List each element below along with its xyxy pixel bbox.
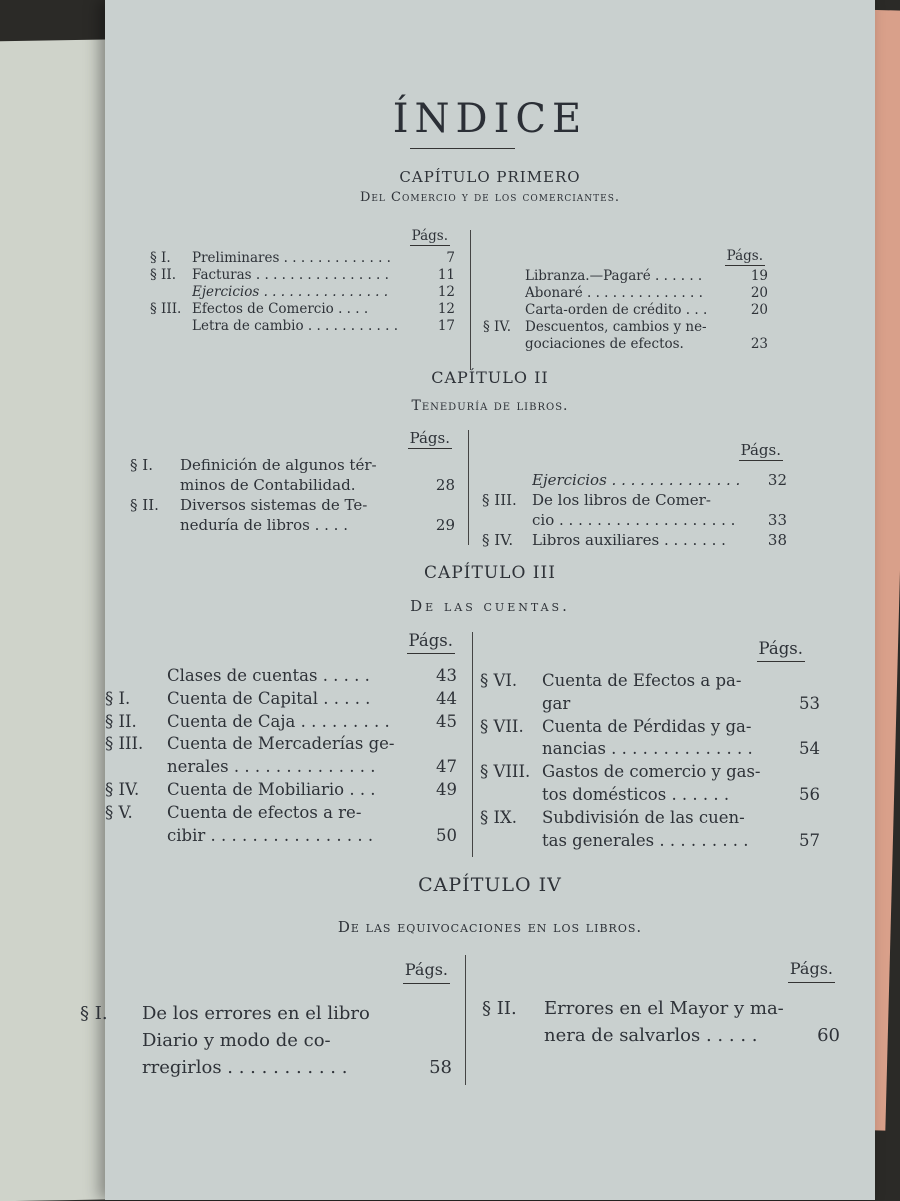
toc-entry xyxy=(482,530,787,550)
toc-entry xyxy=(483,285,768,302)
page-number: 12 xyxy=(437,301,455,317)
chapter-1-left-pags-header: Págs. xyxy=(411,228,448,244)
entry-title: Clases de cuentas . . . . . xyxy=(167,666,370,685)
toc-entry xyxy=(130,515,455,535)
toc-entry xyxy=(105,825,457,848)
page-number: 19 xyxy=(750,268,768,284)
page-number: 44 xyxy=(436,688,457,708)
toc-entry xyxy=(483,302,768,319)
entry-title: Cuenta de efectos a re- xyxy=(167,802,362,822)
toc-entry xyxy=(130,495,455,515)
chapter-2-heading: CAPÍTULO II xyxy=(431,368,549,387)
toc-entry xyxy=(80,1054,452,1081)
page-number: 28 xyxy=(435,476,455,494)
section-number: § IV. xyxy=(483,319,512,335)
toc-entry xyxy=(483,268,768,285)
page-number: 47 xyxy=(436,757,457,777)
chapter-4-right-column xyxy=(482,995,840,1049)
page-number: 56 xyxy=(799,784,820,804)
toc-entry xyxy=(130,455,455,475)
entry-title: Facturas . . . . . . . . . . . . . . . . xyxy=(192,267,389,283)
chapter-3-left-pags-header: Págs. xyxy=(315,630,455,654)
entry-title: Cuenta de Capital . . . . . xyxy=(167,688,371,708)
chapter-1-subtitle: Del Comercio y de los comerciantes. xyxy=(359,190,621,205)
toc-entry xyxy=(80,1000,452,1027)
toc-entry xyxy=(150,301,455,318)
entry-title: Letra de cambio . . . . . . . . . . . xyxy=(192,318,399,334)
toc-entry xyxy=(480,807,820,830)
section-number: § I. xyxy=(130,456,153,474)
entry-title: Errores en el Mayor y ma- xyxy=(544,998,784,1019)
entry-title: Carta-orden de crédito . . . xyxy=(525,302,708,318)
toc-entry xyxy=(483,336,768,353)
section-number: § V. xyxy=(105,802,133,822)
page-number: 29 xyxy=(435,516,455,534)
entry-title: Libros auxiliares . . . . . . . xyxy=(532,531,726,549)
section-number: § IX. xyxy=(480,807,518,827)
entry-title: Cuenta de Mercaderías ge- xyxy=(167,734,395,754)
entry-title: Cuenta de Mobiliario . . . xyxy=(167,779,376,799)
title-rule xyxy=(410,148,515,149)
entry-title: Descuentos, cambios y ne- xyxy=(525,319,707,335)
chapter-2-left-pags-header: Págs. xyxy=(409,429,450,447)
entry-title: Libranza.—Pagaré . . . . . . xyxy=(525,268,703,284)
page-number: 50 xyxy=(436,825,457,845)
entry-title: nerales . . . . . . . . . . . . . . xyxy=(167,757,376,777)
entry-title: Abonaré . . . . . . . . . . . . . . xyxy=(525,285,703,301)
chapter-1-right-column xyxy=(483,268,768,353)
toc-entry xyxy=(482,470,787,490)
entry-title: neduría de libros . . . . xyxy=(180,516,348,534)
toc-entry xyxy=(480,830,820,853)
entry-title: Subdivisión de las cuen- xyxy=(542,807,745,827)
page-number: 33 xyxy=(767,511,787,529)
section-number: § VI. xyxy=(480,671,518,690)
chapter-3-column-divider xyxy=(472,632,473,857)
entry-title: gociaciones de efectos. xyxy=(525,336,684,352)
entry-title: Preliminares . . . . . . . . . . . . . xyxy=(192,250,391,266)
chapter-3-right-column xyxy=(480,670,820,852)
toc-entry xyxy=(480,784,820,807)
chapter-2-right-pags-header: Págs. xyxy=(740,441,781,459)
toc-entry xyxy=(105,802,457,825)
entry-title: Cuenta de Efectos a pa- xyxy=(542,671,742,690)
toc-entry xyxy=(105,688,457,711)
book-page xyxy=(80,0,875,1200)
toc-entry xyxy=(150,318,455,335)
toc-entry xyxy=(150,250,455,267)
entry-title: rregirlos . . . . . . . . . . . xyxy=(142,1057,348,1078)
entry-title: De los libros de Comer- xyxy=(532,491,711,509)
chapter-2-right-column xyxy=(482,470,787,550)
page-title: ÍNDICE xyxy=(392,96,588,142)
section-number: § I. xyxy=(105,688,131,708)
toc-entry xyxy=(482,510,787,530)
page-number: 43 xyxy=(436,666,457,685)
toc-entry xyxy=(482,1022,840,1049)
section-number: § II. xyxy=(105,711,137,731)
toc-entry xyxy=(480,716,820,739)
page-number: 17 xyxy=(437,318,455,334)
entry-title: Efectos de Comercio . . . . xyxy=(192,301,369,317)
toc-entry xyxy=(150,267,455,284)
section-number: § IV. xyxy=(105,779,140,799)
page-number: 20 xyxy=(750,285,768,301)
entry-title: Cuenta de Pérdidas y ga- xyxy=(542,716,752,736)
toc-entry xyxy=(480,693,820,716)
page-number: 38 xyxy=(767,531,787,549)
entry-title: Gastos de comercio y gas- xyxy=(542,762,761,782)
toc-entry xyxy=(105,711,457,734)
entry-title: De los errores en el libro xyxy=(142,1003,370,1024)
chapter-3-heading: CAPÍTULO III xyxy=(424,563,556,583)
section-number: § VII. xyxy=(480,716,524,736)
page-number: 49 xyxy=(436,779,457,799)
chapter-1-heading: CAPÍTULO PRIMERO xyxy=(399,168,581,186)
page-number: 60 xyxy=(817,1025,840,1046)
page-number: 11 xyxy=(437,267,455,283)
entry-title: Ejercicios . . . . . . . . . . . . . . xyxy=(532,471,741,489)
entry-title: nera de salvarlos . . . . . xyxy=(544,1025,758,1046)
section-number: § II. xyxy=(482,998,517,1019)
entry-title: cio . . . . . . . . . . . . . . . . . . . xyxy=(532,511,736,529)
section-number: § VIII. xyxy=(480,762,531,782)
toc-entry xyxy=(105,756,457,779)
toc-entry xyxy=(150,284,455,301)
toc-entry xyxy=(130,475,455,495)
section-number: § I. xyxy=(150,250,171,266)
toc-entry xyxy=(483,319,768,336)
section-number: § III. xyxy=(105,734,144,754)
chapter-3-left-column xyxy=(105,665,457,847)
section-number: § II. xyxy=(150,267,176,283)
page-number: 12 xyxy=(437,284,455,300)
toc-entry xyxy=(80,1027,452,1054)
toc-entry xyxy=(105,665,457,688)
entry-title: Diversos sistemas de Te- xyxy=(180,496,368,514)
chapter-4-left-pags-header: Págs. xyxy=(325,956,450,984)
chapter-2-subtitle: Teneduría de libros. xyxy=(411,398,569,414)
chapter-2-left-column xyxy=(130,455,455,535)
entry-title: Definición de algunos tér- xyxy=(180,456,377,474)
chapter-4-column-divider xyxy=(465,955,466,1085)
section-number: § III. xyxy=(150,301,182,317)
page-number: 45 xyxy=(436,711,457,731)
chapter-4-subtitle: De las equivocaciones en los libros. xyxy=(337,918,643,936)
chapter-3-right-pags-header: Págs. xyxy=(645,638,805,662)
page-number: 54 xyxy=(799,739,820,759)
entry-title: minos de Contabilidad. xyxy=(180,476,356,494)
section-number: § I. xyxy=(80,1003,108,1024)
toc-entry xyxy=(480,670,820,693)
chapter-4-heading: CAPÍTULO IV xyxy=(418,874,562,896)
chapter-1-right-pags-header: Págs. xyxy=(726,248,763,264)
entry-title: nancias . . . . . . . . . . . . . . xyxy=(542,739,753,759)
page-number: 7 xyxy=(446,250,455,266)
page-number: 58 xyxy=(429,1057,452,1078)
chapter-4-right-pags-header: Págs. xyxy=(665,955,835,983)
page-number: 32 xyxy=(767,471,787,489)
section-number: § II. xyxy=(130,496,159,514)
page-number: 20 xyxy=(750,302,768,318)
entry-title: Diario y modo de co- xyxy=(142,1030,331,1051)
chapter-1-column-divider xyxy=(470,230,471,370)
page-number: 57 xyxy=(799,830,820,850)
section-number: § IV. xyxy=(482,531,514,549)
toc-entry xyxy=(480,738,820,761)
toc-entry xyxy=(482,490,787,510)
section-number: § III. xyxy=(482,491,517,509)
toc-entry xyxy=(480,761,820,784)
entry-title: tos domésticos . . . . . . xyxy=(542,784,730,804)
entry-title: gar xyxy=(542,693,571,713)
chapter-4-left-column xyxy=(80,1000,452,1081)
page-number: 53 xyxy=(799,693,820,713)
entry-title: tas generales . . . . . . . . . xyxy=(542,830,749,850)
chapter-2-column-divider xyxy=(468,430,469,545)
toc-entry xyxy=(105,733,457,756)
chapter-3-subtitle: De las cuentas. xyxy=(410,597,570,615)
entry-title: cibir . . . . . . . . . . . . . . . . xyxy=(167,825,374,845)
toc-entry xyxy=(105,779,457,802)
page-number: 23 xyxy=(750,336,768,352)
entry-title: Ejercicios . . . . . . . . . . . . . . . xyxy=(192,284,389,300)
chapter-1-left-column xyxy=(150,250,455,335)
toc-entry xyxy=(482,995,840,1022)
entry-title: Cuenta de Caja . . . . . . . . . xyxy=(167,711,390,731)
